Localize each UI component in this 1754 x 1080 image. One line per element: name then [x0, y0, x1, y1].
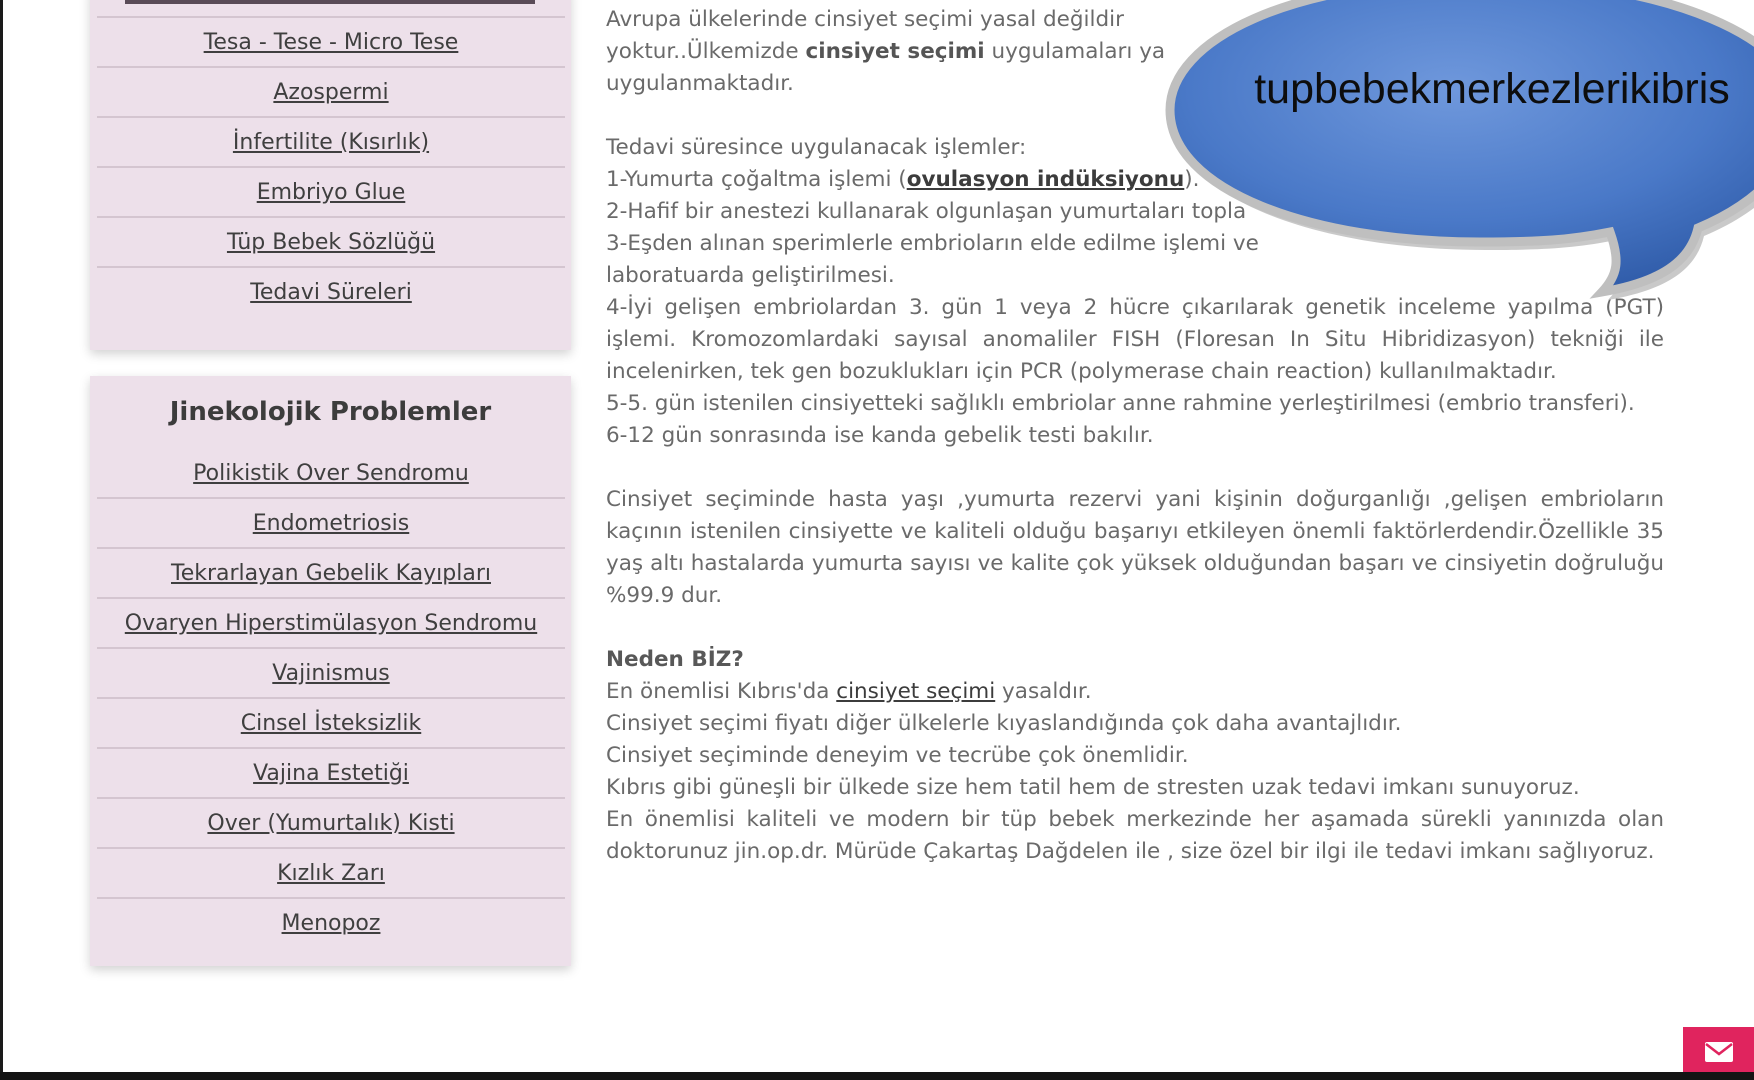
why-3-text: Cinsiyet seçiminde deneyim ve tecrübe çok önemlidir. [606, 743, 1189, 768]
sidebar-gyn-list [97, 449, 565, 947]
why-1-text: En önemlisi Kıbrıs'da [606, 679, 837, 704]
sidebar-item-infertilite[interactable]: İnfertilite (Kısırlık) [97, 118, 565, 168]
step-6-text: 6-12 gün sonrasında ise kanda gebelik testi bakılır. [606, 423, 1154, 448]
intro-line-3: uygulanmaktadır. [606, 71, 794, 96]
sidebar-panel-ivf [90, 0, 571, 350]
sidebar-panel-gynecology [90, 376, 571, 966]
why-2-text: Cinsiyet seçimi fiyatı diğer ülkelerle kıyaslandığında çok daha avantajlıdır. [606, 711, 1402, 736]
intro-line-1: Avrupa ülkelerinde cinsiyet seçimi yasal değildir [606, 7, 1124, 32]
sidebar-item-vajina-estetigi[interactable]: Vajina Estetiği [97, 749, 565, 799]
sidebar-item-menopoz[interactable]: Menopoz [281, 910, 381, 936]
sidebar-item-cinsel-isteksizlik[interactable]: Cinsel İsteksizlik [97, 699, 565, 749]
step-1-text: 1-Yumurta çoğaltma işlemi ( [606, 167, 907, 192]
why-4-text: Kıbrıs gibi güneşli bir ülkede size hem tatil hem de stresten uzak tedavi imkanı sunuyoruz. [606, 775, 1580, 800]
envelope-icon [1704, 1041, 1734, 1063]
sidebar-item-vajinismus[interactable]: Vajinismus [97, 649, 565, 699]
mail-button[interactable] [1683, 1027, 1754, 1077]
sidebar-item-polikistik-over[interactable]: Polikistik Over Sendromu [97, 449, 565, 499]
sidebar-item-gebelik-kayiplari[interactable]: Tekrarlayan Gebelik Kayıpları [97, 549, 565, 599]
sidebar-item-tup-bebek-sozlugu[interactable]: Tüp Bebek Sözlüğü [97, 218, 565, 268]
sidebar-heading: Jinekolojik Problemler [169, 397, 492, 427]
sidebar-item-over-kisti[interactable]: Over (Yumurtalık) Kisti [97, 799, 565, 849]
sidebar-item-embriyo-glue[interactable]: Embriyo Glue [97, 168, 565, 218]
process-heading: Tedavi süresince uygulanacak işlemler: [606, 135, 1027, 160]
step-2-text: 2-Hafif bir anestezi kullanarak olgunlaşan yumurtaları topla [606, 199, 1247, 224]
why-us-title: Neden BİZ? [606, 647, 744, 672]
factors-paragraph: Cinsiyet seçiminde hasta yaşı ,yumurta rezervi yani kişinin doğurganlığı ,gelişen embrioların kaçının istenilen cinsiyette ve kaliteli olduğu başarıyı etkileyen önemli faktörlerdendir.Özellikle 35 yaş altı hastalarda yumurta sayısı ve kalite çok yüksek olduğundan başarı ve cinsiyetin doğruluğu %99.9 dur. [606, 487, 1664, 608]
sidebar-item-ohss[interactable]: Ovaryen Hiperstimülasyon Sendromu [97, 599, 565, 649]
ovulasyon-link[interactable]: ovulasyon indüksiyonu [906, 167, 1185, 192]
bottom-edge-bar [0, 1072, 1754, 1080]
page-left-edge [0, 0, 3, 1080]
speech-bubble-shape [1150, 0, 1754, 310]
step-3-text-b: laboratuarda geliştirilmesi. [606, 263, 895, 288]
intro-line-2a: yoktur..Ülkemizde [606, 39, 806, 64]
why-us-section [606, 644, 1664, 868]
step-4-text: 4-İyi gelişen embriolardan 3. gün 1 veya 2 hücre çıkarılarak genetik inceleme yapılma (PGT) işlemi. Kromozomlardaki sayısal anomaliler FISH (Floresan In Situ Hibridizasyon) tekniği ile incelenirken, tek gen bozuklukları için PCR (polymerase chain reaction) kullanılmaktadır. [606, 295, 1664, 384]
keyword-cinsiyet-secimi: cinsiyet seçimi [805, 39, 985, 64]
speech-bubble-overlay [1150, 0, 1754, 310]
sidebar-item-kizlik-zari[interactable]: Kızlık Zarı [97, 849, 565, 899]
step-3-text: 3-Eşden alınan sperimlerle embrioların elde edilme işlemi ve [606, 231, 1259, 256]
sidebar-item-tedavi-sureleri[interactable]: Tedavi Süreleri [250, 279, 412, 305]
sidebar-ivf-list [97, 16, 565, 316]
clipped-item-underline [125, 0, 535, 4]
step-1-end: ). [1184, 167, 1200, 192]
why-1-end: yasaldır. [995, 679, 1092, 704]
sidebar-item-endometriosis[interactable]: Endometriosis [97, 499, 565, 549]
step-5-text: 5-5. gün istenilen cinsiyetteki sağlıklı embriolar anne rahmine yerleştirilmesi (embrio transferi). [606, 391, 1635, 416]
sidebar-item-tesa-tese[interactable]: Tesa - Tese - Micro Tese [97, 16, 565, 68]
why-5-text: En önemlisi kaliteli ve modern bir tüp bebek merkezinde her aşamada sürekli yanınızda olan doktorunuz jin.op.dr. Mürüde Çakartaş Dağdelen ile , size özel bir ilgi ile tedavi imkanı sağlıyoruz. [606, 807, 1664, 864]
bubble-label: tupbebekmerkezlerikibris [1254, 65, 1730, 113]
sidebar-item-azospermi[interactable]: Azospermi [97, 68, 565, 118]
cinsiyet-secimi-link[interactable]: cinsiyet seçimi [836, 679, 996, 704]
intro-line-2b: uygulamaları ya [984, 39, 1166, 64]
